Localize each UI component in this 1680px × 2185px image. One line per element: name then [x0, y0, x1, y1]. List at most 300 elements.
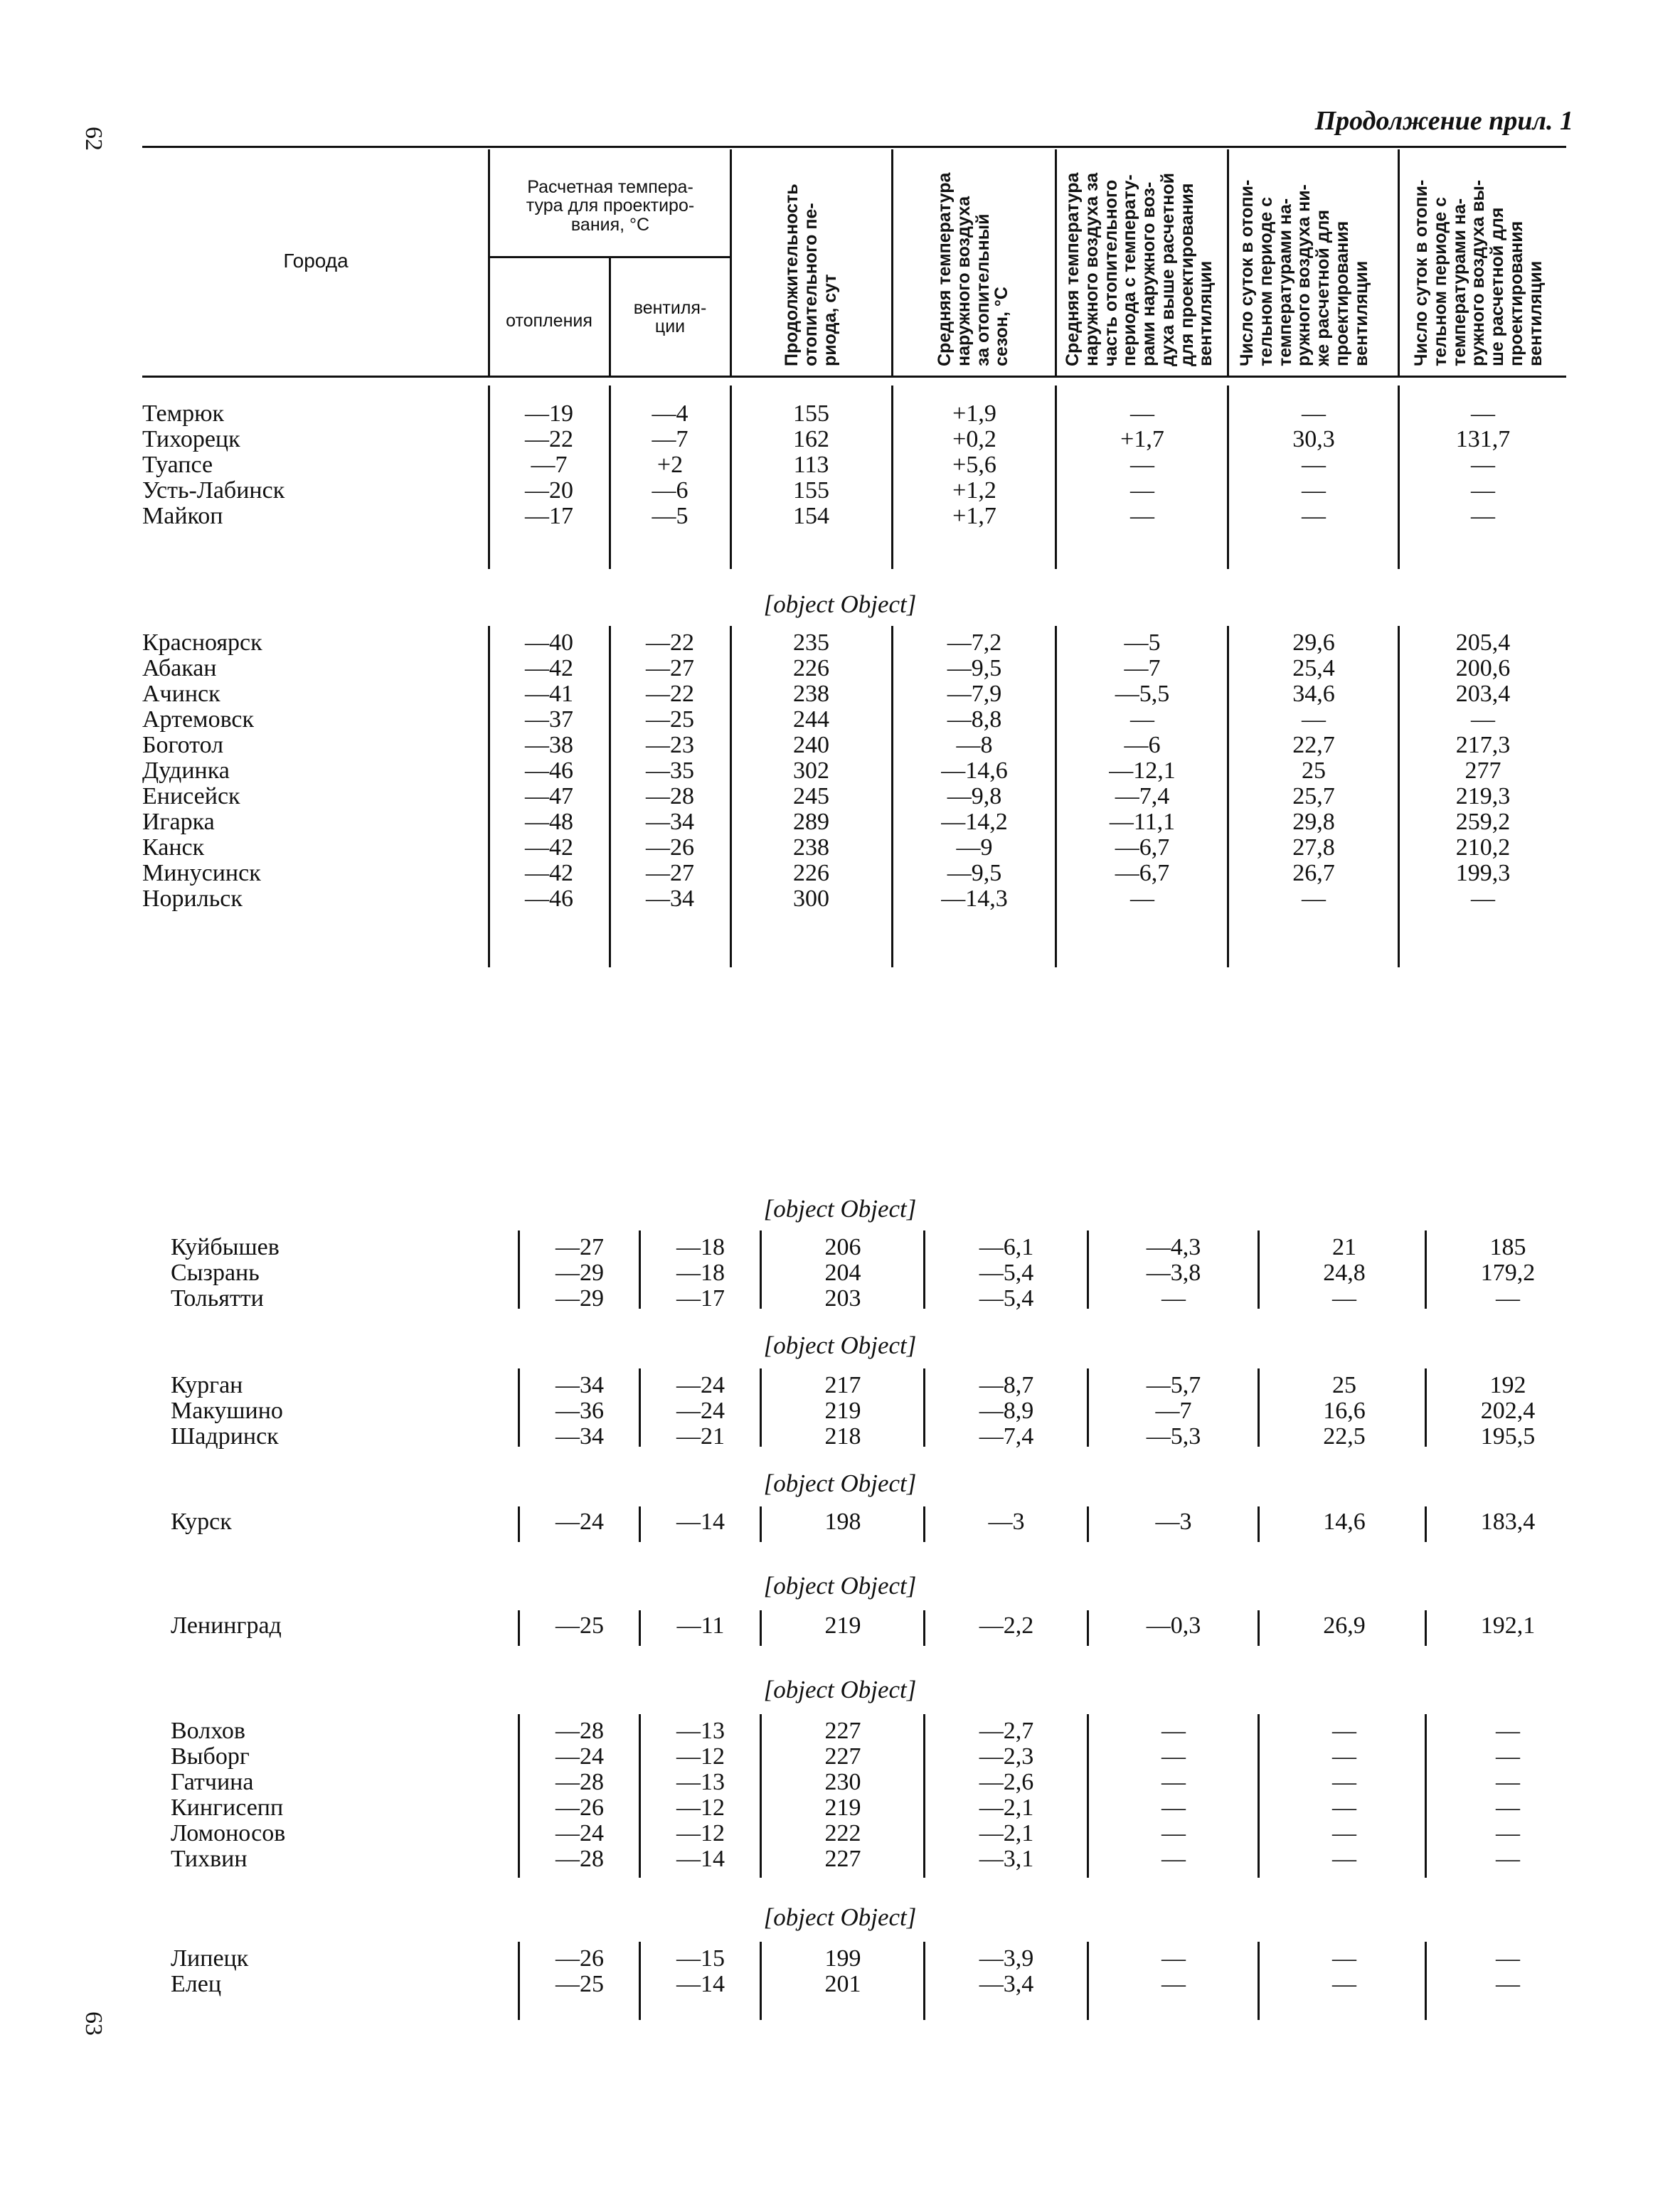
- krasnoyarsk-value-cell: —6: [1124, 732, 1161, 758]
- hdr-divider: [1227, 149, 1229, 376]
- krasnoyarsk-value-cell: —34: [646, 886, 694, 912]
- leningrad-obl-value-cell: —: [1161, 1743, 1186, 1770]
- kuibyshev-column-divider: [518, 1230, 520, 1309]
- krasnoyarsk-value-cell: —34: [646, 809, 694, 835]
- leningrad-column-divider: [639, 1610, 641, 1646]
- kurgan-column-divider: [1258, 1368, 1260, 1447]
- krasnoyarsk-value-cell: 277: [1464, 757, 1501, 784]
- kurgan-value-cell: —34: [555, 1372, 604, 1398]
- kurgan-value-cell: —21: [676, 1423, 725, 1450]
- kurgan-city-name: Шадринск: [171, 1423, 279, 1450]
- krasnoyarsk-value-cell: 22,7: [1292, 732, 1335, 758]
- krasnoyarsk-value-cell: 226: [793, 860, 829, 886]
- krasnoyarsk-value-cell: —23: [646, 732, 694, 758]
- leningrad-obl-value-cell: —2,6: [979, 1769, 1034, 1795]
- krasnoyarsk-value-cell: —8: [956, 732, 993, 758]
- krasnoyarsk-value-cell: 259,2: [1455, 809, 1511, 835]
- top-city-name: Темрюк: [142, 400, 224, 427]
- lipetsk-column-divider: [923, 1942, 925, 2020]
- krasnoyarsk-value-cell: 217,3: [1455, 732, 1511, 758]
- kuibyshev-value-cell: —: [1332, 1285, 1356, 1312]
- kuibyshev-value-cell: —18: [676, 1260, 725, 1286]
- leningrad-column-divider: [760, 1610, 762, 1646]
- top-value-cell: 155: [793, 477, 829, 504]
- kuibyshev-value-cell: 179,2: [1480, 1260, 1536, 1286]
- krasnoyarsk-value-cell: —14,2: [941, 809, 1008, 835]
- krasnoyarsk-value-cell: —46: [525, 757, 573, 784]
- kurgan-value-cell: —7: [1155, 1398, 1192, 1424]
- krasnoyarsk-value-cell: —37: [525, 706, 573, 733]
- leningrad-obl-value-cell: —: [1161, 1820, 1186, 1846]
- krasnoyarsk-column-divider: [730, 626, 732, 967]
- top-value-cell: —: [1302, 477, 1326, 504]
- leningrad-obl-value-cell: 227: [824, 1743, 861, 1770]
- kuibyshev-value-cell: 21: [1332, 1234, 1356, 1260]
- krasnoyarsk-value-cell: 25: [1302, 757, 1326, 784]
- page-number-63: 63: [80, 2011, 107, 2036]
- kursk-city-name: Курск: [171, 1509, 232, 1535]
- section-title: [object Object]: [763, 1331, 917, 1359]
- kuibyshev-column-divider: [1087, 1230, 1089, 1309]
- leningrad-obl-value-cell: —: [1496, 1769, 1520, 1795]
- leningrad-obl-value-cell: 227: [824, 1718, 861, 1744]
- kuibyshev-value-cell: —6,1: [979, 1234, 1034, 1260]
- kurgan-value-cell: —7,4: [979, 1423, 1034, 1450]
- leningrad-value-cell: 219: [824, 1612, 861, 1639]
- lipetsk-value-cell: 199: [824, 1945, 861, 1972]
- top-column-divider: [730, 386, 732, 569]
- header-heating: отопления: [506, 311, 592, 331]
- lipetsk-value-cell: —15: [676, 1945, 725, 1972]
- leningrad-obl-value-cell: 227: [824, 1846, 861, 1872]
- top-value-cell: +2: [656, 452, 684, 478]
- lipetsk-value-cell: —3,9: [979, 1945, 1034, 1972]
- kurgan-value-cell: —8,7: [979, 1372, 1034, 1398]
- kuibyshev-value-cell: 204: [824, 1260, 861, 1286]
- krasnoyarsk-value-cell: —14,3: [941, 886, 1008, 912]
- krasnoyarsk-value-cell: 244: [793, 706, 829, 733]
- leningrad-obl-city-name: Гатчина: [171, 1769, 254, 1795]
- krasnoyarsk-value-cell: —27: [646, 860, 694, 886]
- leningrad-obl-city-name: Волхов: [171, 1718, 245, 1744]
- krasnoyarsk-city-name: Ачинск: [142, 681, 220, 707]
- top-value-cell: —: [1130, 503, 1154, 529]
- kursk-value-cell: —24: [555, 1509, 604, 1535]
- leningrad-obl-value-cell: —13: [676, 1769, 725, 1795]
- krasnoyarsk-value-cell: 205,4: [1455, 629, 1511, 656]
- leningrad-obl-value-cell: —28: [555, 1846, 604, 1872]
- kurgan-value-cell: —5,7: [1146, 1372, 1201, 1398]
- header-bottom-rule: [142, 376, 1566, 378]
- krasnoyarsk-value-cell: —47: [525, 783, 573, 809]
- hdr-divider: [609, 257, 611, 376]
- header-days-below: Число суток в отопи- тельном периоде с температурами на- ружного воздуха ни- же расчетной для проектирования вентиляции: [1237, 179, 1371, 366]
- leningrad-obl-value-cell: —: [1332, 1820, 1356, 1846]
- top-value-cell: —: [1471, 452, 1495, 478]
- top-column-divider: [891, 386, 893, 569]
- krasnoyarsk-value-cell: —6,7: [1115, 834, 1170, 861]
- krasnoyarsk-value-cell: —: [1130, 706, 1154, 733]
- kurgan-value-cell: —24: [676, 1398, 725, 1424]
- lipetsk-value-cell: —: [1332, 1945, 1356, 1972]
- leningrad-obl-value-cell: —3,1: [979, 1846, 1034, 1872]
- hdr-divider: [488, 149, 490, 376]
- krasnoyarsk-value-cell: —: [1471, 706, 1495, 733]
- lipetsk-value-cell: —: [1332, 1971, 1356, 1997]
- leningrad-obl-value-cell: —: [1161, 1846, 1186, 1872]
- kuibyshev-city-name: Тольятти: [171, 1285, 264, 1312]
- lipetsk-column-divider: [639, 1942, 641, 2020]
- top-value-cell: —7: [531, 452, 568, 478]
- kuibyshev-value-cell: —27: [555, 1234, 604, 1260]
- top-city-name: Майкоп: [142, 503, 223, 529]
- hdr-divider: [891, 149, 893, 376]
- kursk-value-cell: —3: [1155, 1509, 1192, 1535]
- kuibyshev-value-cell: —29: [555, 1285, 604, 1312]
- krasnoyarsk-value-cell: 302: [793, 757, 829, 784]
- top-value-cell: —: [1302, 400, 1326, 427]
- header-days-above: Число суток в отопи- тельном периоде с температурами на- ружного воздуха вы- ше расчетной для проектирования вентиляции: [1411, 179, 1546, 366]
- krasnoyarsk-value-cell: 235: [793, 629, 829, 656]
- krasnoyarsk-city-name: Норильск: [142, 886, 243, 912]
- leningrad-obl-value-cell: 219: [824, 1795, 861, 1821]
- krasnoyarsk-value-cell: —7,9: [947, 681, 1002, 707]
- leningrad-obl-column-divider: [923, 1714, 925, 1878]
- krasnoyarsk-value-cell: —9: [956, 834, 993, 861]
- krasnoyarsk-city-name: Артемовск: [142, 706, 255, 733]
- top-column-divider: [1227, 386, 1229, 569]
- kurgan-column-divider: [518, 1368, 520, 1447]
- krasnoyarsk-value-cell: —5: [1124, 629, 1161, 656]
- kursk-column-divider: [923, 1506, 925, 1542]
- krasnoyarsk-value-cell: 238: [793, 834, 829, 861]
- leningrad-obl-value-cell: —: [1332, 1743, 1356, 1770]
- krasnoyarsk-value-cell: —26: [646, 834, 694, 861]
- continuation-label: Продолжение прил. 1: [1314, 106, 1573, 136]
- krasnoyarsk-value-cell: 203,4: [1455, 681, 1511, 707]
- leningrad-city-name: Ленинград: [171, 1612, 282, 1639]
- kuibyshev-value-cell: —: [1161, 1285, 1186, 1312]
- kurgan-city-name: Макушино: [171, 1398, 283, 1424]
- top-city-name: Туапсе: [142, 452, 213, 478]
- kurgan-value-cell: —34: [555, 1423, 604, 1450]
- section-title: [object Object]: [763, 1572, 917, 1600]
- leningrad-obl-column-divider: [1258, 1714, 1260, 1878]
- lipetsk-column-divider: [1258, 1942, 1260, 2020]
- leningrad-obl-column-divider: [518, 1714, 520, 1878]
- top-value-cell: —4: [652, 400, 689, 427]
- kursk-value-cell: 198: [824, 1509, 861, 1535]
- krasnoyarsk-city-name: Енисейск: [142, 783, 240, 809]
- leningrad-obl-city-name: Выборг: [171, 1743, 250, 1770]
- top-column-divider: [1055, 386, 1057, 569]
- leningrad-obl-value-cell: —28: [555, 1769, 604, 1795]
- lipetsk-city-name: Липецк: [171, 1945, 249, 1972]
- leningrad-obl-value-cell: —28: [555, 1718, 604, 1744]
- top-value-cell: —: [1471, 477, 1495, 504]
- section-title: [object Object]: [763, 1903, 917, 1931]
- krasnoyarsk-column-divider: [1398, 626, 1400, 967]
- krasnoyarsk-city-name: Абакан: [142, 655, 217, 681]
- kuibyshev-value-cell: —29: [555, 1260, 604, 1286]
- page-number-62: 62: [80, 127, 107, 151]
- kursk-value-cell: —14: [676, 1509, 725, 1535]
- krasnoyarsk-city-name: Минусинск: [142, 860, 261, 886]
- kuibyshev-column-divider: [760, 1230, 762, 1309]
- lipetsk-column-divider: [760, 1942, 762, 2020]
- leningrad-value-cell: 192,1: [1480, 1612, 1536, 1639]
- kursk-column-divider: [760, 1506, 762, 1542]
- top-value-cell: —: [1471, 400, 1495, 427]
- top-value-cell: +1,2: [952, 477, 996, 504]
- kursk-column-divider: [1087, 1506, 1089, 1542]
- krasnoyarsk-value-cell: —9,5: [947, 655, 1002, 681]
- kuibyshev-value-cell: —4,3: [1146, 1234, 1201, 1260]
- top-value-cell: —: [1471, 503, 1495, 529]
- leningrad-obl-column-divider: [1425, 1714, 1427, 1878]
- krasnoyarsk-value-cell: 25,7: [1292, 783, 1335, 809]
- top-value-cell: —19: [525, 400, 573, 427]
- leningrad-obl-value-cell: —12: [676, 1795, 725, 1821]
- leningrad-obl-value-cell: —: [1161, 1795, 1186, 1821]
- kurgan-value-cell: —24: [676, 1372, 725, 1398]
- top-value-cell: +1,9: [952, 400, 996, 427]
- krasnoyarsk-value-cell: 289: [793, 809, 829, 835]
- krasnoyarsk-value-cell: 29,8: [1292, 809, 1335, 835]
- lipetsk-value-cell: —14: [676, 1971, 725, 1997]
- krasnoyarsk-value-cell: —46: [525, 886, 573, 912]
- leningrad-obl-value-cell: 222: [824, 1820, 861, 1846]
- krasnoyarsk-value-cell: 25,4: [1292, 655, 1335, 681]
- kurgan-value-cell: 202,4: [1480, 1398, 1536, 1424]
- krasnoyarsk-value-cell: —5,5: [1115, 681, 1170, 707]
- leningrad-obl-value-cell: —2,3: [979, 1743, 1034, 1770]
- hdr-divider: [1398, 149, 1400, 376]
- kuibyshev-value-cell: —18: [676, 1234, 725, 1260]
- krasnoyarsk-value-cell: —48: [525, 809, 573, 835]
- leningrad-obl-value-cell: —: [1332, 1846, 1356, 1872]
- top-column-divider: [609, 386, 611, 569]
- kuibyshev-value-cell: —3,8: [1146, 1260, 1201, 1286]
- leningrad-obl-value-cell: —2,1: [979, 1820, 1034, 1846]
- krasnoyarsk-column-divider: [1227, 626, 1229, 967]
- top-value-cell: +5,6: [952, 452, 996, 478]
- section-title: [object Object]: [763, 1469, 917, 1497]
- krasnoyarsk-value-cell: 29,6: [1292, 629, 1335, 656]
- lipetsk-column-divider: [1425, 1942, 1427, 2020]
- leningrad-obl-value-cell: —12: [676, 1743, 725, 1770]
- leningrad-obl-value-cell: —: [1496, 1718, 1520, 1744]
- krasnoyarsk-value-cell: 199,3: [1455, 860, 1511, 886]
- kuibyshev-city-name: Сызрань: [171, 1260, 260, 1286]
- leningrad-obl-value-cell: —: [1496, 1743, 1520, 1770]
- krasnoyarsk-value-cell: —7,4: [1115, 783, 1170, 809]
- kurgan-value-cell: 195,5: [1480, 1423, 1536, 1450]
- kuibyshev-column-divider: [639, 1230, 641, 1309]
- kurgan-city-name: Курган: [171, 1372, 243, 1398]
- krasnoyarsk-city-name: Красноярск: [142, 629, 262, 656]
- kurgan-column-divider: [760, 1368, 762, 1447]
- leningrad-obl-value-cell: 230: [824, 1769, 861, 1795]
- krasnoyarsk-value-cell: —8,8: [947, 706, 1002, 733]
- krasnoyarsk-value-cell: 210,2: [1455, 834, 1511, 861]
- kurgan-column-divider: [1425, 1368, 1427, 1447]
- leningrad-column-divider: [1087, 1610, 1089, 1646]
- krasnoyarsk-value-cell: 300: [793, 886, 829, 912]
- top-column-divider: [1398, 386, 1400, 569]
- krasnoyarsk-column-divider: [1055, 626, 1057, 967]
- krasnoyarsk-value-cell: —7,2: [947, 629, 1002, 656]
- leningrad-obl-value-cell: —12: [676, 1820, 725, 1846]
- lipetsk-value-cell: —3,4: [979, 1971, 1034, 1997]
- krasnoyarsk-value-cell: 27,8: [1292, 834, 1335, 861]
- kuibyshev-column-divider: [923, 1230, 925, 1309]
- lipetsk-value-cell: —25: [555, 1971, 604, 1997]
- leningrad-column-divider: [518, 1610, 520, 1646]
- top-city-name: Усть-Лабинск: [142, 477, 285, 504]
- lipetsk-column-divider: [1087, 1942, 1089, 2020]
- top-value-cell: 113: [793, 452, 829, 478]
- top-value-cell: +0,2: [952, 426, 996, 452]
- leningrad-obl-value-cell: —14: [676, 1846, 725, 1872]
- top-value-cell: —22: [525, 426, 573, 452]
- leningrad-value-cell: —0,3: [1146, 1612, 1201, 1639]
- top-column-divider: [488, 386, 490, 569]
- top-value-cell: —: [1302, 452, 1326, 478]
- krasnoyarsk-value-cell: —41: [525, 681, 573, 707]
- kurgan-value-cell: 217: [824, 1372, 861, 1398]
- kuibyshev-city-name: Куйбышев: [171, 1234, 280, 1260]
- top-value-cell: —20: [525, 477, 573, 504]
- kursk-column-divider: [518, 1506, 520, 1542]
- kuibyshev-value-cell: —5,4: [979, 1260, 1034, 1286]
- section-title: [object Object]: [763, 1676, 917, 1703]
- leningrad-value-cell: —2,2: [979, 1612, 1034, 1639]
- leningrad-obl-city-name: Тихвин: [171, 1846, 248, 1872]
- kuibyshev-value-cell: —5,4: [979, 1285, 1034, 1312]
- leningrad-obl-value-cell: —: [1496, 1846, 1520, 1872]
- krasnoyarsk-value-cell: —11,1: [1109, 809, 1176, 835]
- krasnoyarsk-value-cell: —22: [646, 681, 694, 707]
- kuibyshev-value-cell: 206: [824, 1234, 861, 1260]
- lipetsk-city-name: Елец: [171, 1971, 222, 1997]
- krasnoyarsk-value-cell: —9,8: [947, 783, 1002, 809]
- header-avg-temp: Средняя температура наружного воздуха за отопительный сезон, °С: [935, 172, 1012, 366]
- krasnoyarsk-value-cell: —42: [525, 834, 573, 861]
- krasnoyarsk-city-name: Дудинка: [142, 757, 230, 784]
- krasnoyarsk-value-cell: —42: [525, 860, 573, 886]
- krasnoyarsk-value-cell: —22: [646, 629, 694, 656]
- kursk-column-divider: [639, 1506, 641, 1542]
- lipetsk-value-cell: 201: [824, 1971, 861, 1997]
- kurgan-value-cell: 218: [824, 1423, 861, 1450]
- krasnoyarsk-value-cell: 219,3: [1455, 783, 1511, 809]
- kurgan-value-cell: —5,3: [1146, 1423, 1201, 1450]
- header-avg-temp-part: Средняя температура наружного воздуха за часть отопительного периода с температу- рами наружного воз- духа выше расчетной для проектирования вентиляции: [1063, 172, 1216, 366]
- leningrad-column-divider: [1258, 1610, 1260, 1646]
- kuibyshev-value-cell: 203: [824, 1285, 861, 1312]
- kursk-column-divider: [1258, 1506, 1260, 1542]
- header-design-temp: Расчетная темпера- тура для проектиро- вания, °С: [526, 177, 695, 235]
- kuibyshev-column-divider: [1425, 1230, 1427, 1309]
- krasnoyarsk-column-divider: [609, 626, 611, 967]
- leningrad-obl-value-cell: —: [1332, 1718, 1356, 1744]
- krasnoyarsk-value-cell: 238: [793, 681, 829, 707]
- leningrad-obl-column-divider: [760, 1714, 762, 1878]
- kursk-value-cell: —3: [988, 1509, 1025, 1535]
- krasnoyarsk-value-cell: 245: [793, 783, 829, 809]
- leningrad-obl-column-divider: [639, 1714, 641, 1878]
- top-value-cell: —: [1130, 400, 1154, 427]
- lipetsk-value-cell: —26: [555, 1945, 604, 1972]
- top-value-cell: 131,7: [1455, 426, 1511, 452]
- section-title: [object Object]: [763, 590, 917, 618]
- krasnoyarsk-value-cell: 200,6: [1455, 655, 1511, 681]
- krasnoyarsk-value-cell: —: [1302, 706, 1326, 733]
- krasnoyarsk-value-cell: —: [1130, 886, 1154, 912]
- kurgan-value-cell: 192: [1489, 1372, 1526, 1398]
- krasnoyarsk-value-cell: —27: [646, 655, 694, 681]
- krasnoyarsk-city-name: Канск: [142, 834, 205, 861]
- krasnoyarsk-value-cell: —14,6: [941, 757, 1008, 784]
- header-cities: Города: [283, 250, 349, 272]
- hdr-divider: [730, 149, 732, 376]
- krasnoyarsk-value-cell: 240: [793, 732, 829, 758]
- leningrad-obl-value-cell: —: [1161, 1718, 1186, 1744]
- leningrad-column-divider: [923, 1610, 925, 1646]
- lipetsk-value-cell: —: [1496, 1945, 1520, 1972]
- kuibyshev-value-cell: —: [1496, 1285, 1520, 1312]
- top-value-cell: —: [1302, 503, 1326, 529]
- kurgan-column-divider: [923, 1368, 925, 1447]
- kursk-column-divider: [1425, 1506, 1427, 1542]
- hdr-divider: [1055, 149, 1057, 376]
- top-value-cell: 30,3: [1292, 426, 1335, 452]
- header-duration: Продолжительность отопительного пе- риода, сут: [782, 184, 840, 366]
- kursk-value-cell: 183,4: [1480, 1509, 1536, 1535]
- leningrad-column-divider: [1425, 1610, 1427, 1646]
- krasnoyarsk-value-cell: —28: [646, 783, 694, 809]
- kurgan-value-cell: 22,5: [1323, 1423, 1366, 1450]
- top-value-cell: +1,7: [952, 503, 996, 529]
- leningrad-obl-value-cell: —13: [676, 1718, 725, 1744]
- krasnoyarsk-value-cell: —25: [646, 706, 694, 733]
- leningrad-obl-value-cell: —2,7: [979, 1718, 1034, 1744]
- top-value-cell: —: [1130, 477, 1154, 504]
- header-top-rule: [142, 146, 1566, 148]
- header-ventilation: вентиля- ции: [633, 298, 707, 337]
- leningrad-obl-value-cell: —: [1496, 1820, 1520, 1846]
- krasnoyarsk-value-cell: —12,1: [1109, 757, 1176, 784]
- leningrad-value-cell: —11: [676, 1612, 725, 1639]
- leningrad-obl-column-divider: [1087, 1714, 1089, 1878]
- leningrad-obl-value-cell: —: [1332, 1769, 1356, 1795]
- kuibyshev-value-cell: —17: [676, 1285, 725, 1312]
- leningrad-obl-value-cell: —2,1: [979, 1795, 1034, 1821]
- kuibyshev-value-cell: 185: [1489, 1234, 1526, 1260]
- top-value-cell: —6: [652, 477, 689, 504]
- krasnoyarsk-city-name: Боготол: [142, 732, 224, 758]
- kurgan-value-cell: —36: [555, 1398, 604, 1424]
- krasnoyarsk-city-name: Игарка: [142, 809, 215, 835]
- krasnoyarsk-value-cell: —7: [1124, 655, 1161, 681]
- krasnoyarsk-value-cell: 34,6: [1292, 681, 1335, 707]
- krasnoyarsk-value-cell: —9,5: [947, 860, 1002, 886]
- leningrad-obl-value-cell: —24: [555, 1743, 604, 1770]
- top-value-cell: +1,7: [1120, 426, 1164, 452]
- leningrad-obl-value-cell: —: [1161, 1769, 1186, 1795]
- leningrad-obl-value-cell: —: [1332, 1795, 1356, 1821]
